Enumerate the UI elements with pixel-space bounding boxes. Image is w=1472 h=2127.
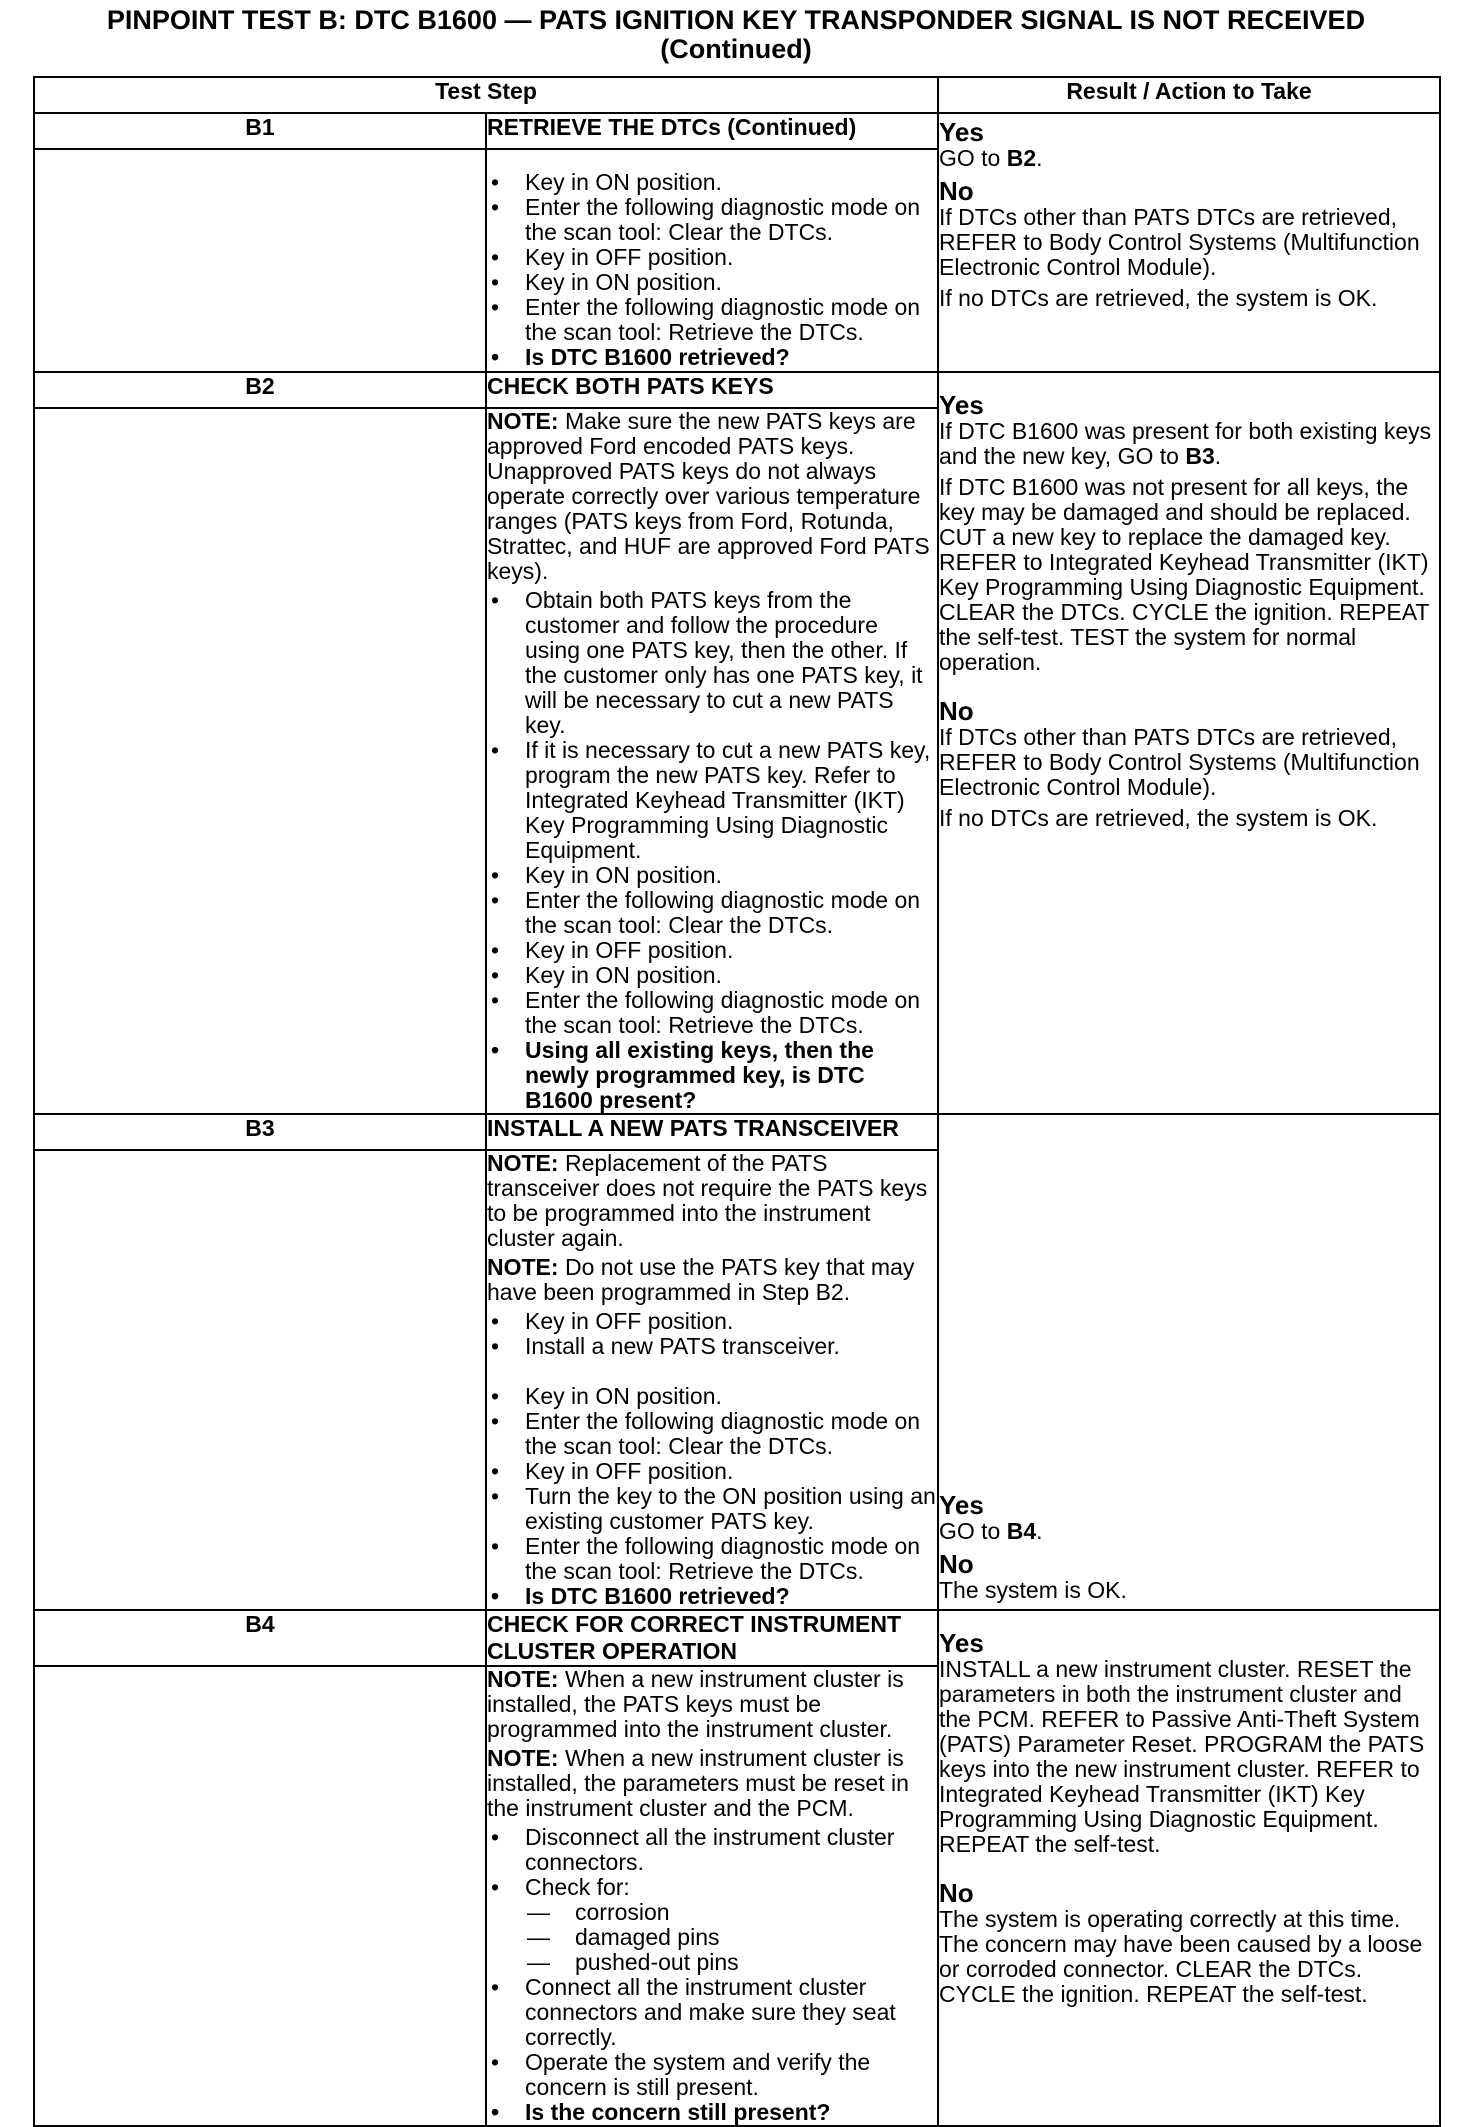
b2-bullet: • Key in ON position. <box>525 963 937 988</box>
page-title <box>0 6 1472 64</box>
b4-note-1: NOTE: When a new instrument cluster is installed, the PATS keys must be programmed into the instrument cluster. <box>487 1666 904 1742</box>
b4-yes-label: Yes <box>939 1628 984 1658</box>
b2-no-label: No <box>939 696 974 726</box>
b3-bullet-list <box>487 1309 937 1609</box>
step-b3-id: B3 <box>34 1114 486 1150</box>
b3-no-text: The system is OK. <box>939 1577 1127 1603</box>
step-b4-title: CHECK FOR CORRECT INSTRUMENT CLUSTER OPERATION <box>486 1610 938 1666</box>
b1-no-text-1: If DTCs other than PATS DTCs are retrieved, REFER to Body Control Systems (Multifunction Electronic Control Module). <box>939 204 1420 280</box>
step-b4-spacer <box>34 1666 486 2126</box>
b2-bullet-list <box>487 588 937 1113</box>
b1-question: • Is DTC B1600 retrieved? <box>525 345 937 370</box>
step-b2-result <box>938 372 1440 1114</box>
b3-note-1: NOTE: Replacement of the PATS transceiver does not require the PATS keys to be programmed into the instrument cluster again. <box>487 1150 928 1251</box>
b2-no-text-1: If DTCs other than PATS DTCs are retrieved, REFER to Body Control Systems (Multifunction Electronic Control Module). <box>939 724 1420 800</box>
b4-bullet: • Disconnect all the instrument cluster connectors. <box>525 1825 937 1875</box>
b2-bullet: • Obtain both PATS keys from the customer and follow the procedure using one PATS key, then the other. If the customer only has one PATS key, it will be necessary to cut a new PATS key. <box>525 588 937 738</box>
step-b4-result <box>938 1610 1440 2126</box>
b3-note-2: NOTE: Do not use the PATS key that may have been programmed in Step B2. <box>487 1254 915 1305</box>
step-b1-title: RETRIEVE THE DTCs (Continued) <box>486 113 938 149</box>
b2-no-text-2: If no DTCs are retrieved, the system is OK. <box>939 805 1378 831</box>
b4-check-item: — corrosion <box>575 1900 937 1925</box>
step-b4-title-row <box>34 1610 1440 1666</box>
b3-yes-text: GO to B4. <box>939 1518 1043 1544</box>
step-b2-body <box>486 408 938 1114</box>
b1-bullet-list <box>487 170 937 370</box>
b1-no-text-2: If no DTCs are retrieved, the system is OK. <box>939 285 1378 311</box>
b2-bullet: • Enter the following diagnostic mode on the scan tool: Retrieve the DTCs. <box>525 988 937 1038</box>
b4-yes-text: INSTALL a new instrument cluster. RESET the parameters in both the instrument cluster and the PCM. REFER to Passive Anti-Theft System (PATS) Parameter Reset. PROGRAM the PATS keys into the new instrument cluster. REFER to Integrated Keyhead Transmitter (IKT) Key Programming Using Diagnostic Equipment. REPEAT the self-test. <box>939 1656 1425 1857</box>
b4-bullet <box>525 1875 937 1975</box>
b3-question: • Is DTC B1600 retrieved? <box>525 1584 937 1609</box>
b4-no-text: The system is operating correctly at this time. The concern may have been caused by a loose or corroded connector. CLEAR the DTCs. CYCLE the ignition. REPEAT the self-test. <box>939 1906 1423 2007</box>
b2-bullet: • If it is necessary to cut a new PATS key, program the new PATS key. Refer to Integrated Keyhead Transmitter (IKT) Key Programming Using Diagnostic Equipment. <box>525 738 937 863</box>
b2-bullet: • Enter the following diagnostic mode on the scan tool: Clear the DTCs. <box>525 888 937 938</box>
step-b1-body <box>486 149 938 372</box>
header-test-step: Test Step <box>34 77 938 113</box>
b4-bullet: • Connect all the instrument cluster connectors and make sure they seat correctly. <box>525 1975 937 2050</box>
step-b1-spacer <box>34 149 486 372</box>
title-line-2: (Continued) <box>660 34 812 64</box>
step-b2-title-row <box>34 372 1440 408</box>
step-b3-result <box>938 1114 1440 1610</box>
b1-yes-text: GO to B2. <box>939 145 1043 171</box>
header-row <box>34 77 1440 113</box>
b2-yes-label: Yes <box>939 390 984 420</box>
b1-no-label: No <box>939 176 974 206</box>
b1-bullet: • Key in OFF position. <box>525 245 937 270</box>
b4-bullet: • Operate the system and verify the concern is still present. <box>525 2050 937 2100</box>
b1-bullet: • Enter the following diagnostic mode on the scan tool: Retrieve the DTCs. <box>525 295 937 345</box>
b3-bullet: • Turn the key to the ON position using an existing customer PATS key. <box>525 1484 937 1534</box>
step-b4-id: B4 <box>34 1610 486 1666</box>
pinpoint-test-table <box>33 76 1441 2127</box>
b3-bullet: • Enter the following diagnostic mode on the scan tool: Retrieve the DTCs. <box>525 1534 937 1584</box>
b4-bullet-list <box>487 1825 937 2125</box>
step-b4-body <box>486 1666 938 2126</box>
b4-note-2: NOTE: When a new instrument cluster is installed, the parameters must be reset in the instrument cluster and the PCM. <box>487 1745 909 1821</box>
b4-no-label: No <box>939 1878 974 1908</box>
step-b2-spacer <box>34 408 486 1114</box>
step-b3-spacer <box>34 1150 486 1610</box>
b3-bullet: • Key in OFF position. <box>525 1309 937 1334</box>
step-b3-title-row <box>34 1114 1440 1150</box>
b3-yes-label: Yes <box>939 1490 984 1520</box>
b3-bullet: • Key in OFF position. <box>525 1459 937 1484</box>
b4-check-list <box>525 1900 937 1975</box>
b2-yes-text-2: If DTC B1600 was not present for all keys, the key may be damaged and should be replaced. CUT a new key to replace the damaged key. REFER to Integrated Keyhead Transmitter (IKT) Key Programming Using Diagnostic Equipment. CLEAR the DTCs. CYCLE the ignition. REPEAT the self-test. TEST the system for normal operation. <box>939 474 1430 675</box>
step-b3-title: INSTALL A NEW PATS TRANSCEIVER <box>486 1114 938 1150</box>
b4-check-item: — damaged pins <box>575 1925 937 1950</box>
step-b3-body <box>486 1150 938 1610</box>
step-b1-id: B1 <box>34 113 486 149</box>
header-result: Result / Action to Take <box>938 77 1440 113</box>
b1-bullet: • Key in ON position. <box>525 270 937 295</box>
b3-bullet: • Install a new PATS transceiver. <box>525 1334 937 1359</box>
b1-bullet: • Key in ON position. <box>525 170 937 195</box>
b3-bullet: • Enter the following diagnostic mode on the scan tool: Clear the DTCs. <box>525 1409 937 1459</box>
b1-yes-label: Yes <box>939 117 984 147</box>
b2-yes-text-1: If DTC B1600 was present for both existing keys and the new key, GO to B3. <box>939 418 1432 469</box>
b3-bullet: • Key in ON position. <box>525 1384 937 1409</box>
b4-check-for: Check for: <box>525 1874 630 1900</box>
step-b1-result <box>938 113 1440 372</box>
title-line-1: PINPOINT TEST B: DTC B1600 — PATS IGNITION KEY TRANSPONDER SIGNAL IS NOT RECEIVED <box>106 5 1366 35</box>
b4-question: • Is the concern still present? <box>525 2100 937 2125</box>
b2-note: NOTE: Make sure the new PATS keys are approved Ford encoded PATS keys. Unapproved PATS keys do not always operate correctly over various temperature ranges (PATS keys from Ford, Rotunda, Strattec, and HUF are approved Ford PATS keys). <box>487 408 930 584</box>
step-b2-title: CHECK BOTH PATS KEYS <box>486 372 938 408</box>
b4-check-item: — pushed-out pins <box>575 1950 937 1975</box>
b2-bullet: • Key in ON position. <box>525 863 937 888</box>
step-b1-title-row <box>34 113 1440 149</box>
b1-bullet: • Enter the following diagnostic mode on the scan tool: Clear the DTCs. <box>525 195 937 245</box>
b3-no-label: No <box>939 1549 974 1579</box>
b2-question: • Using all existing keys, then the newly programmed key, is DTC B1600 present? <box>525 1038 937 1113</box>
step-b2-id: B2 <box>34 372 486 408</box>
b2-bullet: • Key in OFF position. <box>525 938 937 963</box>
